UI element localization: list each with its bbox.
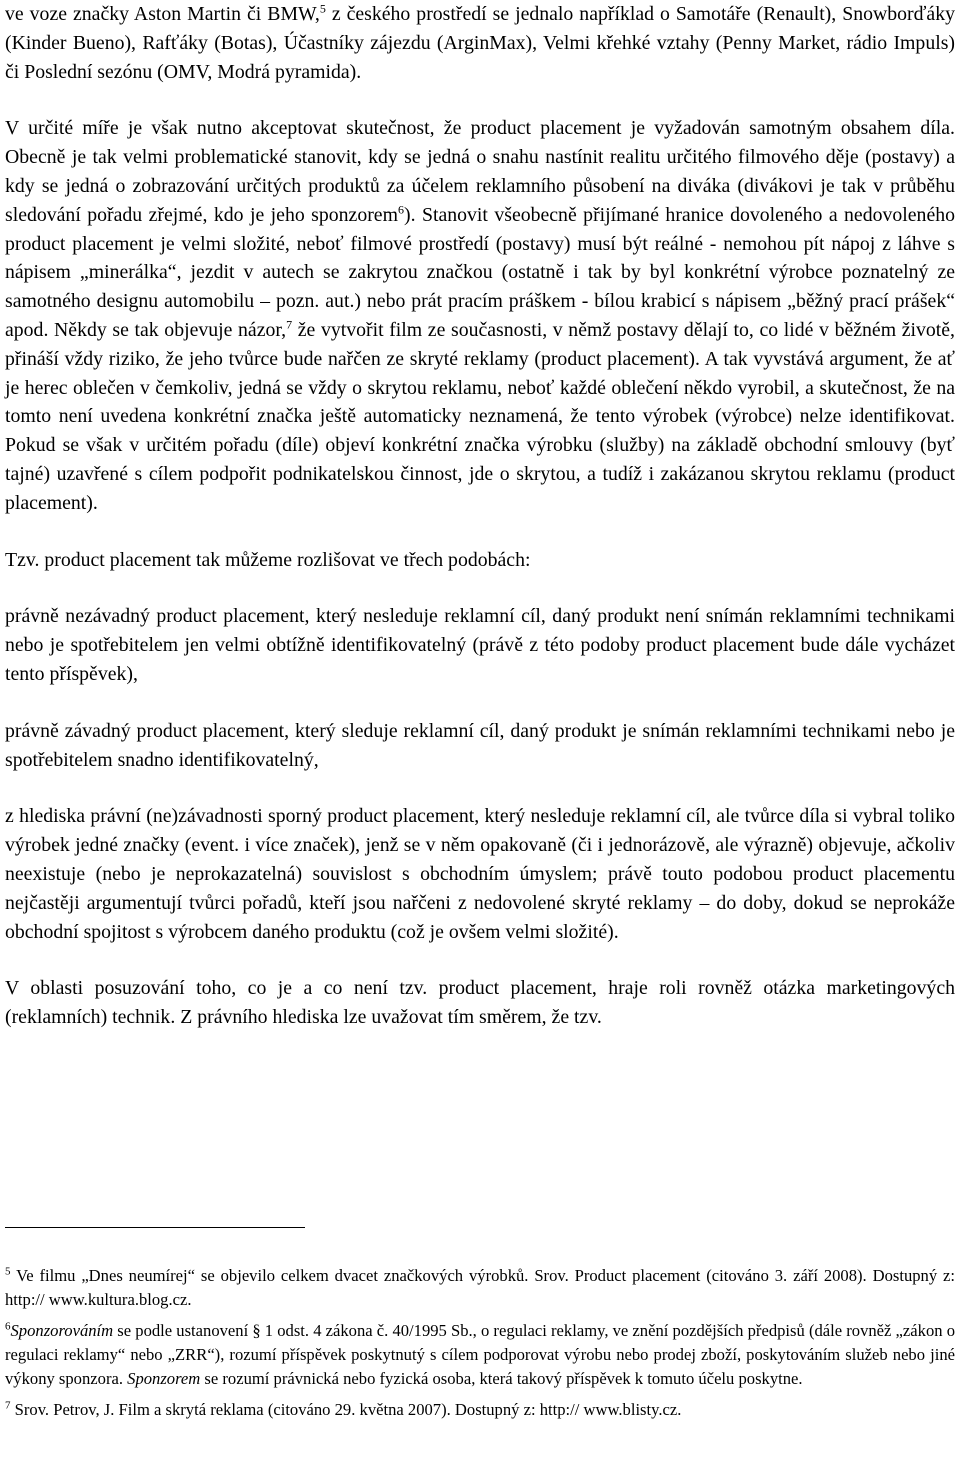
paragraph-1-text-a: ve voze značky Aston Martin či BMW, bbox=[5, 3, 320, 25]
paragraph-gap bbox=[5, 86, 955, 114]
footnote-5 bbox=[5, 1264, 955, 1312]
paragraph-2-text-a: V určité míře je však nutno akceptovat skutečnost, že product placement je vyžadován samotným obsahem díla. Obecně je tak velmi problematické stanovit, kdy se jedná o snahu nastínit realitu určitého filmového děje (postavy) a kdy se jedná o zobrazování určitých produktů za účelem reklamního působení na diváka (divákovi je tak v průběhu sledování pořadu zřejmé, kdo je jeho sponzorem bbox=[5, 117, 955, 226]
footnote-text: Srov. Petrov, J. Film a skrytá reklama (citováno 29. května 2007). Dostupný z: http:// www.blisty.cz. bbox=[10, 1400, 682, 1419]
paragraph-gap bbox=[5, 518, 955, 546]
footnote-ref-5[interactable]: 5 bbox=[319, 1, 326, 16]
footnote-ref-7[interactable]: 7 bbox=[286, 317, 293, 332]
paragraph-7: V oblasti posuzování toho, co je a co není tzv. product placement, hraje roli rovněž otázka marketingových (reklamních) technik. Z právního hlediska lze uvažovat tím směrem, že tzv. bbox=[5, 977, 955, 1029]
footnote-number: 5 bbox=[5, 1265, 11, 1278]
footnote-separator bbox=[5, 1227, 305, 1228]
paragraph-2-text-c: že vytvořit film ze současnosti, v němž postavy dělají to, co lidé v běžném životě, přináší vždy riziko, že jeho tvůrce bude nařčen ze skryté reklamy (product placement). A tak vyvstává argument, že ať je herec oblečen v čemkoliv, jedná se vždy o skrytou reklamu, neboť každé oblečení někdo vyrobil, a skutečnost, že na tomto není uvedena konkrétní značka ještě automaticky neznamená, že tento výrobek (výrobce) nelze identifikovat. Pokud se však v určitém pořadu (díle) objeví konkrétní značka výrobku (služby) na základě obchodní smlouvy (byť tajné) uzavřené s cílem podpořit podnikatelskou činnost, jde o skrytou, a tudíž i zakázanou skrytou reklamu (product placement). bbox=[5, 318, 955, 514]
paragraph-gap bbox=[5, 946, 955, 974]
list-item-3: z hlediska právní (ne)závadnosti sporný product placement, který nesleduje reklamní cíl, ale tvůrce díla si vybral toliko výrobek jedné značky (event. i více značek), jenž se v něm opakovaně (či i jednorázově, ale výrazně) objevuje, ačkoliv neexistuje (nebo je neprokazatelná) souvislost s obchodním úmyslem; právě touto podobou product placementu nejčastěji argumentují tvůrci pořadů, kteří jsou nařčeni z nedovolené skryté reklamy – do doby, dokud se neprokáže obchodní spojitost s výrobcem daného produktu (což je ovšem velmi složité). bbox=[5, 805, 955, 943]
footnote-term: Sponzorem bbox=[127, 1369, 201, 1388]
paragraph-3: Tzv. product placement tak můžeme rozlišovat ve třech podobách: bbox=[5, 548, 531, 571]
footnote-7 bbox=[5, 1398, 955, 1422]
footnote-6 bbox=[5, 1319, 955, 1391]
footnote-number: 6 bbox=[5, 1320, 11, 1333]
list-item-2: právně závadný product placement, který sleduje reklamní cíl, daný produkt je snímán reklamními technikami nebo je spotřebitelem snadno identifikovatelný, bbox=[5, 719, 955, 771]
footnote-term: Sponzorováním bbox=[10, 1321, 114, 1340]
page-body bbox=[5, 0, 955, 1032]
paragraph-gap bbox=[5, 574, 955, 602]
footnote-text: se rozumí právnická nebo fyzická osoba, která takový příspěvek k tomuto účelu poskytne. bbox=[200, 1369, 803, 1388]
footnote-text: se podle ustanovení § 1 odst. 4 zákona č. 40/1995 Sb., o regulaci reklamy, ve znění pozdějších předpisů (dále rovněž „zákon o regulaci reklamy“ nebo „ZRR“), rozumí příspěvek poskytnutý s cílem podporovat výrobu nebo prodej zboží, poskytováním služeb nebo jiné výkony sponzora. bbox=[5, 1321, 955, 1388]
paragraph-1 bbox=[5, 0, 955, 86]
footnote-ref-6[interactable]: 6 bbox=[397, 202, 404, 217]
footnote-text: Ve filmu „Dnes neumírej“ se objevilo celkem dvacet značkových výrobků. Srov. Product placement (citováno 3. září 2008). Dostupný z: http:// www.kultura.blog.cz. bbox=[5, 1266, 955, 1309]
footnotes bbox=[5, 1264, 955, 1429]
footnote-number: 7 bbox=[5, 1399, 11, 1412]
paragraph-2-text-b: ). Stanovit všeobecně přijímané hranice dovoleného a nedovoleného product placement je velmi složité, neboť filmové prostředí (postavy) musí být reálné - nemohou pít nápoj z láhve s nápisem „minerálka“, jezdit v autech se zakrytou značkou (ostatně i tak by byl konkrétní výrobce poznatelný ze samotného designu automobilu – pozn. aut.) nebo prát pracím práškem - bílou krabicí s nápisem „běžný prací prášek“ apod. Někdy se tak objevuje názor, bbox=[5, 203, 956, 341]
paragraph-1-text-b: z českého prostředí se jednalo například o Samotáře (Renault), Snowborďáky (Kinder Bueno), Rafťáky (Botas), Účastníky zájezdu (ArginMax), Velmi křehké vztahy (Penny Market, rádio Impuls) či Poslední sezónu (OMV, Modrá pyramida). bbox=[5, 3, 955, 83]
list-item-1: právně nezávadný product placement, který nesleduje reklamní cíl, daný produkt není snímán reklamními technikami nebo je spotřebitelem jen velmi obtížně identifikovatelný (právě z této podoby product placement bude dále vycházet tento příspěvek), bbox=[5, 605, 955, 685]
paragraph-gap bbox=[5, 689, 955, 717]
paragraph-2 bbox=[5, 114, 955, 517]
paragraph-gap bbox=[5, 774, 955, 802]
